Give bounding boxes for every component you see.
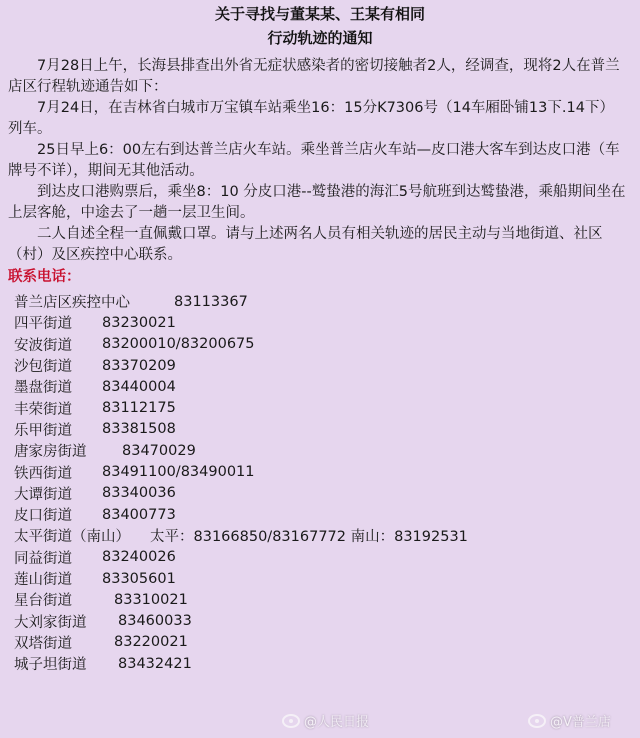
contact-name: 大谭街道 (14, 486, 72, 503)
contact-phone: 83200010/83200675 (102, 336, 255, 353)
contact-name: 城子坦街道 (14, 657, 87, 674)
contact-name: 唐家房街道 (14, 444, 87, 461)
contact-name: 莲山街道 (14, 572, 72, 588)
contact-row (14, 610, 640, 631)
contact-name: 同益街道 (14, 550, 72, 567)
contact-name: 安波街道 (14, 337, 72, 354)
contact-row (14, 547, 640, 568)
contact-name: 墨盘街道 (14, 380, 72, 397)
contact-row (14, 397, 640, 418)
contact-phone: 83305601 (102, 570, 176, 587)
title-line-2: 行动轨迹的通知 (267, 29, 373, 47)
contact-phone: 83340036 (102, 485, 176, 502)
paragraph: 到达皮口港购票后，乘坐8：10 分皮口港--鹫蛰港的海汇5号航班到达鹫蛰港，乘船期间坐在上层客舱，中途去了一趟一层卫生间。 (8, 184, 626, 221)
weibo-icon (528, 714, 546, 728)
contact-name: 铁西街道 (14, 465, 72, 482)
contact-phone: 83440004 (102, 378, 176, 395)
contact-row (14, 589, 640, 610)
contact-name: 大刘家街道 (14, 614, 87, 631)
contact-row (14, 419, 640, 440)
contact-name: 四平街道 (14, 316, 72, 333)
watermark-text: @人民日报 (304, 715, 370, 730)
contact-name: 沙包街道 (14, 359, 72, 376)
contact-name: 星台街道 (14, 593, 72, 610)
contact-phone: 83370209 (102, 357, 176, 374)
contact-list (0, 288, 640, 674)
paragraph: 7月28日上午，长海县排查出外省无症状感染者的密切接触者2人，经调查，现将2人在普兰店区行程轨迹通告如下： (8, 58, 620, 95)
contact-phone: 83310021 (114, 591, 188, 608)
contact-name: 双塔街道 (14, 635, 72, 652)
contact-name: 普兰店区疾控中心 (14, 295, 130, 312)
contact-phone: 83460033 (118, 613, 192, 630)
notice-body (0, 50, 640, 266)
watermark-pulandian (528, 711, 611, 730)
contact-row (14, 334, 640, 355)
contact-row (14, 632, 640, 653)
contact-row (14, 291, 640, 312)
contact-phone: 83220021 (114, 634, 188, 651)
contact-phone: 83381508 (102, 421, 176, 438)
contact-phone: 83113367 (174, 293, 248, 310)
notice-title (0, 0, 640, 50)
contact-phone: 83470029 (122, 442, 196, 459)
contact-name: 太平街道（南山） (14, 529, 130, 546)
contact-name: 乐甲街道 (14, 422, 72, 439)
paragraph: 二人自述全程一直佩戴口罩。请与上述两名人员有相关轨迹的居民主动与当地街道、社区（村）及区疾控中心联系。 (8, 226, 603, 263)
contact-phone: 83432421 (118, 655, 192, 672)
watermark-peoples-daily (282, 711, 369, 730)
weibo-icon (282, 714, 300, 728)
contact-phone: 83240026 (102, 549, 176, 566)
paragraph: 7月24日，在吉林省白城市万宝镇车站乘坐16：15分K7306号（14车厢卧铺13下.14下）列车。 (8, 100, 614, 137)
contact-row (14, 440, 640, 461)
contact-row (14, 568, 640, 589)
contact-row (14, 376, 640, 397)
contact-phone: 83230021 (102, 314, 176, 331)
contact-row (14, 483, 640, 504)
title-line-1: 关于寻找与董某某、王某有相同 (214, 5, 425, 23)
contact-label: 联系电话： (8, 269, 81, 285)
contact-phone: 太平：83166850/83167772 南山：83192531 (150, 529, 468, 546)
watermark-text: @V普兰店 (550, 715, 611, 730)
contact-phone: 83400773 (102, 506, 176, 523)
contact-row (14, 355, 640, 376)
contact-row (14, 525, 640, 546)
contact-row (14, 312, 640, 333)
contact-row (14, 504, 640, 525)
contact-phone: 83112175 (102, 400, 176, 417)
paragraph: 25日早上6：00左右到达普兰店火车站。乘坐普兰店火车站—皮口港大客车到达皮口港（车牌号不详），期间无其他活动。 (8, 142, 620, 179)
contact-row (14, 653, 640, 674)
contact-name: 皮口街道 (14, 508, 72, 525)
contact-name: 丰荣街道 (14, 401, 72, 418)
contact-phone: 83491100/83490011 (102, 464, 255, 481)
contact-row (14, 461, 640, 482)
